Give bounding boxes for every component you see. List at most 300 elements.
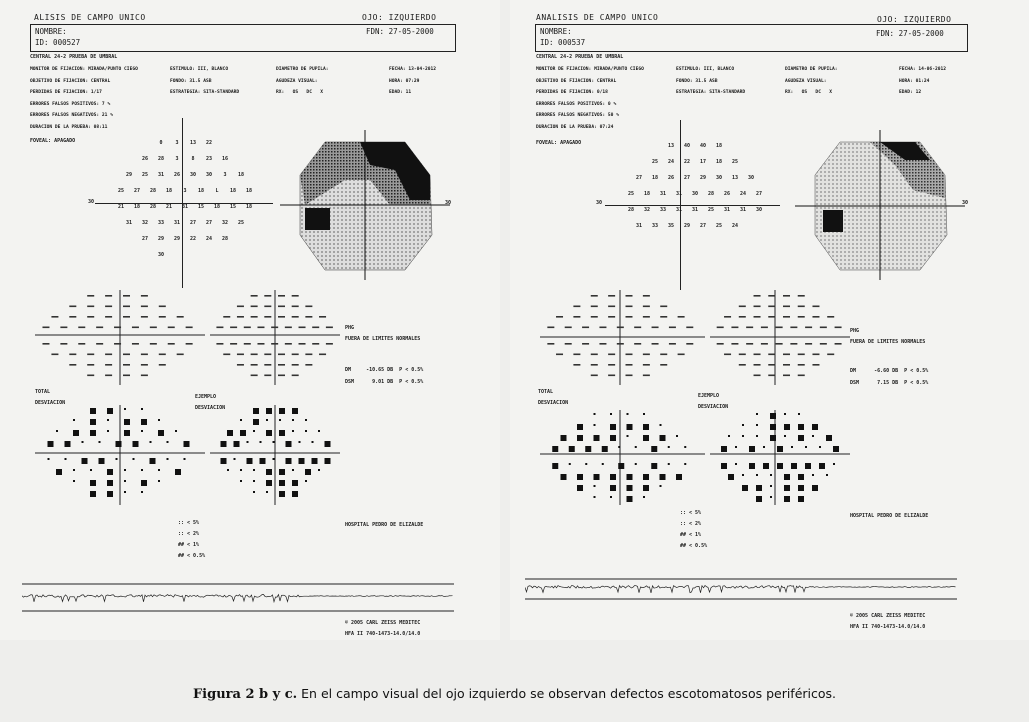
deviation-mark	[660, 316, 667, 318]
axis-label-30: 30	[596, 200, 603, 206]
threshold-value: 31	[157, 172, 165, 178]
threshold-value: 18	[197, 188, 205, 194]
probability-symbol	[735, 446, 737, 448]
ght-result: PHG FUERA DE LIMITES NORMALES	[850, 328, 926, 345]
threshold-value: 30	[205, 172, 213, 178]
probability-symbol	[742, 435, 744, 437]
deviation-mark	[717, 327, 724, 329]
threshold-value: 8	[191, 156, 195, 162]
threshold-value: 29	[699, 175, 707, 181]
total-deviation-probability-map	[540, 410, 705, 505]
probability-symbol	[742, 424, 744, 426]
deviation-mark	[251, 316, 258, 318]
deviation-mark	[123, 316, 130, 318]
probability-symbol	[812, 474, 814, 476]
probability-symbol	[594, 435, 600, 441]
deviation-mark	[216, 327, 223, 329]
deviation-mark	[768, 316, 775, 318]
probability-symbol	[266, 430, 272, 436]
probability-symbol	[266, 469, 272, 475]
deviation-mark	[556, 316, 563, 318]
deviation-mark	[812, 354, 819, 356]
threshold-value: 24	[731, 223, 739, 229]
total-deviation-values	[35, 290, 205, 385]
deviation-mark	[608, 354, 615, 356]
threshold-value: 26	[173, 172, 181, 178]
probability-symbol	[65, 441, 71, 447]
probability-symbol	[99, 441, 101, 443]
probability-symbol	[728, 474, 734, 480]
psd-value: DSM 9.01 DB P < 0.5%	[345, 379, 424, 385]
probability-symbol	[299, 458, 305, 464]
probability-symbol	[791, 446, 793, 448]
probability-symbol	[561, 474, 567, 480]
probability-symbol	[643, 496, 645, 498]
deviation-mark	[617, 343, 624, 345]
probability-symbol	[585, 446, 591, 452]
probability-symbol	[610, 413, 612, 415]
probability-symbol	[141, 419, 147, 425]
threshold-value: 31	[723, 207, 731, 213]
deviation-mark	[264, 364, 271, 366]
probability-symbol	[577, 485, 583, 491]
deviation-mark	[251, 375, 258, 377]
probability-symbol	[279, 419, 281, 421]
probability-symbol	[158, 469, 160, 471]
deviation-mark	[660, 354, 667, 356]
threshold-value: 31	[675, 207, 683, 213]
deviation-mark	[223, 316, 230, 318]
probability-symbol	[721, 446, 727, 452]
probability-symbol	[158, 419, 160, 421]
probability-symbol	[286, 458, 292, 464]
probability-symbol	[749, 446, 755, 452]
probability-symbol	[577, 474, 583, 480]
probability-symbol	[273, 441, 275, 443]
deviation-mark	[608, 295, 615, 297]
threshold-value: 32	[221, 220, 229, 226]
probability-symbol	[561, 435, 567, 441]
threshold-value: 27	[683, 175, 691, 181]
deviation-mark	[237, 364, 244, 366]
deviation-mark	[237, 354, 244, 356]
threshold-value: 15	[229, 204, 237, 210]
probability-symbol	[73, 480, 75, 482]
probability-symbol	[643, 413, 645, 415]
probability-symbol	[107, 491, 113, 497]
threshold-value: 28	[157, 156, 165, 162]
deviation-mark	[105, 364, 112, 366]
deviation-mark	[768, 295, 775, 297]
probability-symbol	[73, 419, 75, 421]
deviation-mark	[51, 354, 58, 356]
probability-symbol	[266, 480, 272, 486]
probability-symbol	[770, 485, 772, 487]
probability-symbol	[124, 491, 126, 493]
deviation-mark	[60, 327, 67, 329]
deviation-mark	[292, 306, 299, 308]
threshold-value: 18	[651, 175, 659, 181]
deviation-mark	[820, 343, 827, 345]
deviation-mark	[141, 306, 148, 308]
probability-symbol	[305, 419, 307, 421]
probability-symbol	[247, 441, 249, 443]
deviation-mark	[783, 364, 790, 366]
threshold-value: 25	[627, 191, 635, 197]
threshold-value: 25	[141, 172, 149, 178]
probability-symbol	[784, 435, 786, 437]
deviation-mark	[798, 364, 805, 366]
threshold-value: 29	[683, 223, 691, 229]
deviation-mark	[264, 295, 271, 297]
deviation-mark	[768, 306, 775, 308]
probability-symbol	[627, 496, 633, 502]
deviation-mark	[123, 295, 130, 297]
probability-symbol	[318, 469, 320, 471]
deviation-mark	[278, 306, 285, 308]
probability-symbol	[763, 446, 765, 448]
threshold-value: 24	[205, 236, 213, 242]
probability-symbol	[627, 424, 633, 430]
threshold-value: 0	[159, 140, 163, 146]
deviation-mark	[547, 327, 554, 329]
probability-symbol	[253, 480, 255, 482]
probability-symbol	[577, 424, 583, 430]
threshold-value: 31	[125, 220, 133, 226]
deviation-mark	[105, 375, 112, 377]
deviation-mark	[573, 354, 580, 356]
probability-symbol	[763, 463, 769, 469]
probability-symbol	[90, 408, 96, 414]
deviation-mark	[257, 327, 264, 329]
deviation-mark	[141, 316, 148, 318]
probability-symbol	[627, 435, 629, 437]
probability-symbol	[728, 435, 730, 437]
deviation-mark	[827, 354, 834, 356]
probability-symbol	[618, 463, 624, 469]
threshold-value: 31	[739, 207, 747, 213]
probability-symbol	[48, 458, 50, 460]
probability-symbol	[82, 441, 84, 443]
probability-symbol	[676, 435, 678, 437]
probability-symbol	[594, 485, 596, 487]
probability-symbol	[184, 458, 186, 460]
deviation-mark	[768, 354, 775, 356]
deviation-mark	[177, 316, 184, 318]
deviation-mark	[731, 343, 738, 345]
test-program: CENTRAL 24-2 PRUEBA DE UMBRAL	[30, 54, 118, 60]
deviation-mark	[305, 316, 312, 318]
deviation-mark	[278, 316, 285, 318]
deviation-mark	[626, 295, 633, 297]
probability-symbol	[812, 485, 818, 491]
pattern-deviation-probability-map	[210, 405, 340, 505]
threshold-value: 18	[715, 143, 723, 149]
probability-symbol	[784, 413, 786, 415]
threshold-value: 29	[157, 236, 165, 242]
deviation-mark	[643, 316, 650, 318]
probability-symbol	[107, 469, 113, 475]
deviation-mark	[60, 343, 67, 345]
probability-symbol	[279, 469, 285, 475]
probability-symbol	[73, 430, 79, 436]
threshold-values-map	[620, 143, 770, 268]
deviation-mark	[292, 316, 299, 318]
probability-symbol	[651, 463, 657, 469]
probability-symbol	[660, 424, 662, 426]
md-value: DM -6.60 DB P < 0.5%	[850, 368, 929, 374]
deviation-mark	[776, 343, 783, 345]
probability-symbol	[643, 474, 649, 480]
probability-symbol	[552, 446, 558, 452]
probability-symbol	[756, 474, 758, 476]
deviation-mark	[678, 354, 685, 356]
threshold-value: 18	[245, 204, 253, 210]
threshold-value: 26	[667, 175, 675, 181]
deviation-mark	[326, 327, 333, 329]
probability-symbol	[635, 463, 637, 465]
deviation-mark	[96, 327, 103, 329]
deviation-mark	[51, 316, 58, 318]
threshold-value: 25	[117, 188, 125, 194]
threshold-value: 31	[675, 191, 683, 197]
probability-symbol	[325, 441, 331, 447]
probability-symbol	[175, 469, 181, 475]
probability-symbol	[305, 469, 311, 475]
threshold-value: 40	[699, 143, 707, 149]
probability-symbol	[627, 413, 629, 415]
probability-symbol	[99, 458, 105, 464]
deviation-mark	[805, 343, 812, 345]
deviation-mark	[626, 354, 633, 356]
threshold-value: 32	[643, 207, 651, 213]
deviation-mark	[608, 306, 615, 308]
probability-symbol	[660, 485, 662, 487]
deviation-mark	[87, 316, 94, 318]
threshold-value: 21	[165, 204, 173, 210]
deviation-mark	[87, 375, 94, 377]
deviation-mark	[790, 327, 797, 329]
deviation-mark	[754, 316, 761, 318]
threshold-value: 30	[157, 252, 165, 258]
threshold-value: 26	[723, 191, 731, 197]
report-title: ALISIS DE CAMPO UNICO	[34, 13, 146, 22]
deviation-mark	[292, 295, 299, 297]
deviation-mark	[783, 354, 790, 356]
deviation-mark	[285, 327, 292, 329]
threshold-value: 28	[627, 207, 635, 213]
deviation-mark	[783, 295, 790, 297]
probability-symbol	[221, 441, 227, 447]
probability-symbol	[48, 441, 54, 447]
probability-symbol	[124, 469, 126, 471]
deviation-mark	[123, 306, 130, 308]
left-report-sheet	[0, 0, 500, 640]
total-deviation-probability-map	[35, 405, 205, 505]
deviation-mark	[230, 343, 237, 345]
probability-symbol	[107, 408, 113, 414]
deviation-mark	[547, 343, 554, 345]
deviation-mark	[669, 343, 676, 345]
deviation-mark	[739, 354, 746, 356]
deviation-mark	[312, 343, 319, 345]
deviation-mark	[78, 343, 85, 345]
probability-symbol	[819, 446, 821, 448]
probability-symbol	[798, 435, 804, 441]
deviation-mark	[827, 316, 834, 318]
probability-symbol	[279, 491, 285, 497]
threshold-value: 3	[183, 188, 187, 194]
date-info: FECHA: 14-06-2012 HORA: 01:24 EDAD: 12	[899, 67, 947, 95]
threshold-value: 3	[223, 172, 227, 178]
probability-symbol	[627, 474, 633, 480]
threshold-value: 31	[691, 207, 699, 213]
deviation-mark	[69, 354, 76, 356]
probability-symbol	[279, 430, 285, 436]
deviation-mark	[643, 354, 650, 356]
birth-date: FDN: 27-05-2000	[876, 29, 944, 38]
probability-symbol	[742, 485, 748, 491]
pattern-deviation-values	[210, 290, 340, 385]
probability-symbol	[133, 458, 135, 460]
ght-result: PHG FUERA DE LIMITES NORMALES	[345, 325, 421, 342]
deviation-mark	[223, 354, 230, 356]
grayscale-map	[280, 130, 450, 280]
threshold-value: 23	[205, 156, 213, 162]
probability-symbol	[266, 491, 268, 493]
threshold-value: 15	[197, 204, 205, 210]
probability-symbol	[569, 463, 571, 465]
deviation-mark	[835, 343, 842, 345]
probability-symbol	[141, 491, 143, 493]
deviation-mark	[643, 306, 650, 308]
probability-symbol	[90, 480, 96, 486]
probability-symbol	[116, 458, 118, 460]
probability-symbol	[253, 419, 259, 425]
deviation-mark	[132, 327, 139, 329]
hospital-name: HOSPITAL PEDRO DE ELIZALDE	[345, 522, 424, 528]
probability-symbol	[610, 474, 616, 480]
deviation-mark	[643, 375, 650, 377]
probability-symbol	[227, 469, 229, 471]
deviation-mark	[768, 364, 775, 366]
probability-symbol	[141, 430, 143, 432]
threshold-value: 18	[229, 188, 237, 194]
threshold-value: 31	[659, 191, 667, 197]
deviation-mark	[87, 354, 94, 356]
deviation-mark	[123, 354, 130, 356]
deviation-mark	[724, 316, 731, 318]
deviation-mark	[105, 316, 112, 318]
probability-symbol	[777, 446, 783, 452]
date-info: FECHA: 13-04-2012 HORA: 07:29 EDAD: 11	[389, 67, 437, 95]
deviation-mark	[754, 364, 761, 366]
deviation-mark	[761, 327, 768, 329]
probability-symbol	[660, 474, 666, 480]
probability-symbol	[770, 474, 772, 476]
probability-symbol	[627, 485, 633, 491]
probability-symbol	[266, 408, 272, 414]
deviation-mark	[244, 343, 251, 345]
probability-symbol	[742, 474, 744, 476]
probability-symbol	[305, 480, 307, 482]
probability-symbol	[610, 435, 616, 441]
fixation-info: MONITOR DE FIJACION: MIRADA/PUNTO CIEGO OBJETIVO DE FIJACION: CENTRAL PERDIDAS DE FIJACION: 1/17 ERRORES FALSOS POSITIVOS: 7 % ERRORES FALSOS NEGATIVOS: 21 % DURACION DE LA PRUEBA: 08:11	[30, 67, 138, 130]
probability-symbol	[141, 469, 143, 471]
probability-symbol	[312, 441, 314, 443]
probability-symbol	[602, 463, 604, 465]
threshold-value: 25	[707, 207, 715, 213]
caption-bold: Figura 2 b y c.	[192, 687, 298, 702]
deviation-mark	[608, 375, 615, 377]
deviation-mark	[768, 375, 775, 377]
deviation-mark	[582, 343, 589, 345]
deviation-mark	[230, 327, 237, 329]
threshold-value: 25	[651, 159, 659, 165]
deviation-mark	[798, 316, 805, 318]
deviation-mark	[292, 364, 299, 366]
deviation-mark	[305, 306, 312, 308]
deviation-mark	[168, 343, 175, 345]
deviation-mark	[159, 354, 166, 356]
deviation-mark	[87, 364, 94, 366]
threshold-value: 40	[683, 143, 691, 149]
deviation-mark	[141, 364, 148, 366]
probability-symbol	[175, 430, 177, 432]
deviation-mark	[746, 327, 753, 329]
md-value: DM -10.65 DB P < 0.5%	[345, 367, 424, 373]
threshold-value: 32	[141, 220, 149, 226]
deviation-mark	[717, 343, 724, 345]
probability-symbol	[594, 474, 600, 480]
deviation-mark	[591, 295, 598, 297]
deviation-mark	[643, 364, 650, 366]
deviation-mark	[798, 375, 805, 377]
threshold-value: 22	[189, 236, 197, 242]
probability-symbol	[240, 480, 242, 482]
probability-symbol	[292, 408, 298, 414]
deviation-mark	[319, 354, 326, 356]
probability-symbol	[569, 446, 575, 452]
threshold-value: 30	[755, 207, 763, 213]
threshold-value: 22	[683, 159, 691, 165]
threshold-value: 27	[189, 220, 197, 226]
patient-id: ID: 000537	[540, 38, 586, 47]
probability-symbol	[798, 485, 804, 491]
probability-symbol	[141, 408, 143, 410]
deviation-mark	[150, 343, 157, 345]
probability-symbol	[610, 485, 616, 491]
probability-symbol	[299, 441, 301, 443]
probability-symbol	[266, 419, 268, 421]
deviation-mark	[812, 316, 819, 318]
probability-symbol	[253, 408, 259, 414]
deviation-mark	[783, 316, 790, 318]
probability-symbol	[805, 463, 811, 469]
probability-symbol	[253, 491, 255, 493]
deviation-mark	[790, 343, 797, 345]
probability-symbol	[90, 469, 92, 471]
deviation-mark	[78, 327, 85, 329]
deviation-mark	[299, 327, 306, 329]
probability-symbol	[90, 419, 96, 425]
deviation-mark	[746, 343, 753, 345]
axis-label-30: 30	[88, 199, 95, 205]
threshold-value: 18	[165, 188, 173, 194]
probability-symbol	[273, 458, 275, 460]
deviation-mark	[591, 316, 598, 318]
deviation-mark	[278, 364, 285, 366]
